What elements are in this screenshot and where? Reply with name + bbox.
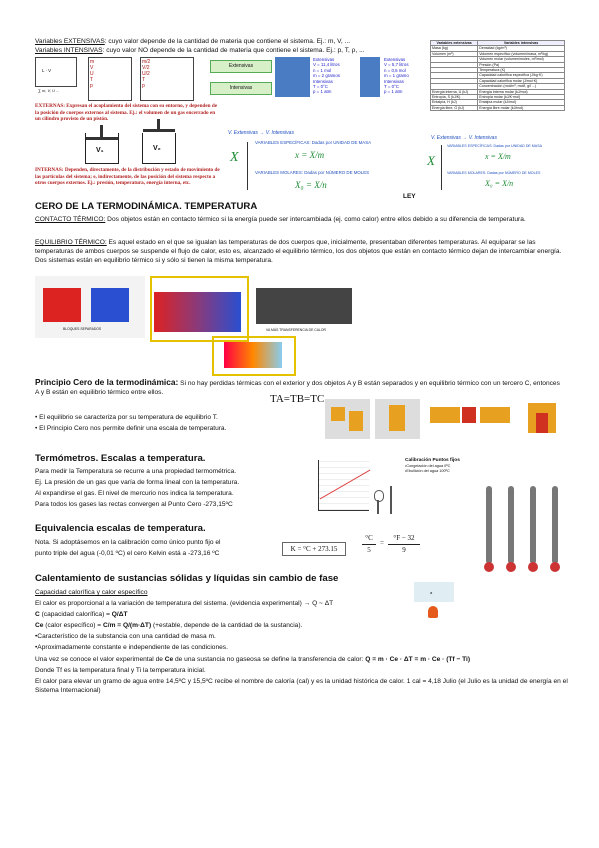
- equivalencia-line-1: Nota. Si adoptásemos en la calibración como único punto fijo el: [35, 539, 221, 546]
- table-cell: Entalpía, H (kJ): [431, 100, 478, 105]
- contacto-termico: CONTACTO TÉRMICO: Dos objetos están en contacto térmico si la energía puede ser intercambiada (ej. como calor) entre ellos debido a su diferencia de temperatura.: [35, 216, 526, 223]
- intro-intensivas: [35, 46, 430, 55]
- table-cell: Volumen molar (volumen/moles, m³/mol): [478, 57, 565, 62]
- table-cell: Entropía molar (kJ/K·mol): [478, 95, 565, 100]
- gas-temperature-graph: [312, 456, 372, 518]
- calentamiento-title: Calentamiento de sustancias sólidas y líquidas sin cambio de fase: [35, 573, 339, 584]
- table-cell: Energía libre, G (kJ): [431, 105, 478, 110]
- table-cell: Energía libre molar (kJ/mol): [478, 105, 565, 110]
- capacidad-calorifica: C (capacidad calorífica) = Q/ΔT: [35, 611, 128, 618]
- particles-image: [212, 336, 296, 376]
- table-row: [431, 51, 565, 56]
- calentamiento-line-7: Donde Tf es la temperatura final y Ti la temperatura inicial.: [35, 667, 206, 674]
- termometros-line-3: Al expandirse el gas. El nivel de mercurio nos indica la temperatura.: [35, 490, 234, 497]
- principio-bullet-2: • El Principio Cero nos permite definir una escala de temperatura.: [35, 425, 227, 432]
- tabtbtc-formula: TA=TB=TC: [270, 393, 325, 405]
- variables-table: [430, 40, 565, 111]
- intensivas-term: Variables INTENSIVAS: [35, 47, 103, 54]
- extensivas-term: Variables EXTENSIVAS: [35, 38, 105, 45]
- table-header: Variables extensivas: [431, 41, 478, 46]
- separated-blocks-image: BLOQUES SEPARADOS: [35, 276, 145, 338]
- principio-cero: Principio Cero de la termodinámica: Si no hay perdidas térmicas con el exterior y dos objetos A y B están separados y en equilibrio térmico con un tercero C, entonces A y B están en equilibrio térmico entre ellos.: [35, 377, 560, 396]
- extensivas-def: : cuyo valor depende de la cantidad de materia que contiene el sistema. Ej.: m, V, ...: [104, 38, 351, 45]
- equilibrio-termico: EQUILIBRIO TÉRMICO: Es aquel estado en el que se igualan las temperaturas de dos cuerpos que, inicialmente, presentaban diferentes temperaturas. Al equiparar se las temperaturas de ambos cuerpos se suspende el flujo de calor, esto es, alcanzado el equilibrio térmico, los dos objetos que están en contacto térmico dejan de intercambiar energía. Dos sistemas están en equilibrio térmico si y sólo si tienen la misma temperatura.: [35, 239, 562, 264]
- system-sketch: L · V: [35, 57, 77, 87]
- gas-thermometer: [372, 486, 402, 518]
- table-cell: Masa (kg): [431, 46, 478, 51]
- intro-extensivas: [35, 37, 430, 46]
- principio-bullet-1: • El equilibrio se caracteriza por su temperatura de equilibrio T.: [35, 414, 218, 421]
- cylinder-full: [275, 57, 310, 97]
- calentamiento-line-8: El calor para elevar un gramo de agua entre 14,5ºC y 15,5ºC recibe el nombre de caloría (cal) y es la unidad histórica de calor. 1 cal = 4,18 Julio (el Julio es la unidad de energía en el Sistema Internacional): [35, 678, 568, 694]
- table-cell: Concentración (mol/m³, mol/l, g/l ...): [478, 84, 565, 89]
- ext-int-diagram-1: V. Extensivas → V. Intensivas X VARIABLES ESPECÍFICAS: Dadas por UNIDAD DE MASA x = X/m VARIABLES MOLARES: Dadas por NÚMERO DE MOLES X₀ = X/n: [228, 130, 372, 190]
- cylinder-half-values: Extensivas V = 5,7 litros n = 0,5 mol m = 1 gramo Intensivas T = 0°C p = 1 atm: [384, 57, 409, 95]
- extensivas-label: Extensivas: [210, 60, 272, 73]
- intensivas-def: : cuyo valor NO depende de la cantidad de materia que contiene el sistema. Ej.: p, T, ρ, ...: [102, 47, 365, 54]
- piston-cylinder-1: V₁: [85, 133, 119, 164]
- equivalencia-title: Equivalencia escalas de temperatura.: [35, 523, 206, 534]
- calentamiento-line-4: •Característico de la substancia con una cantidad de masa m.: [35, 633, 216, 640]
- internas-text: INTERNAS: Dependen, directamente, de la distribución y estado de movimiento de las partículas del sistema; e, indirectamente, de las posición del sistema respecto a otros cuerpos externos. Ej.: presión, temperatura, energía interna, etc.: [35, 167, 220, 187]
- table-cell: Entropía, S (kJ/K): [431, 95, 478, 100]
- intensivas-label: Intensivas: [210, 82, 272, 95]
- zeroth-law-figure-2: [375, 399, 420, 439]
- equilibrium-blocks-image: VA MÁS TRANSFERENCIA DE CALOR: [250, 276, 360, 338]
- table-cell: Capacidad calorífica específica (J/kg·K): [478, 73, 565, 78]
- sketch-caption: ∑ m, V, U ...: [38, 88, 60, 93]
- calentamiento-line-5: •Aproximadamente constante e independiente de las condiciones.: [35, 644, 228, 651]
- kelvin-formula: K = °C + 273.15: [282, 542, 346, 556]
- calor-especifico: Ce (calor específico) = C/m = Q/(m·ΔT) (+estable, depende de la cantidad de la sustancia).: [35, 622, 303, 629]
- table-cell: Energía interna, U (kJ): [431, 89, 478, 94]
- calentamiento-subtitle: Capacidad calorífica y calor específico: [35, 589, 148, 596]
- table-cell: Densidad (kg/m³): [478, 46, 565, 51]
- equivalencia-line-2: punto triple del agua (-0,01 ºC) el cero Kelvin está a -273,16 ºC: [35, 550, 220, 557]
- termometros-title: Termómetros. Escalas a temperatura.: [35, 453, 206, 464]
- externas-text: EXTERNAS: Expresan el acoplamiento del sistema con su entorno, y dependen de la posición de cuerpos externos al sistema. Ej.: el volumen de un gas encerrado en un cilindro provisto de un pistón.: [35, 103, 218, 123]
- table-cell: Volumen específico (volumen/masa, m³/kg): [478, 51, 565, 56]
- termometros-line-4: Para todos los gases las rectas convergen al Punto Cero -273,15ºC: [35, 501, 233, 508]
- cylinder-full-values: Extensivas V = 11,4 litros n = 1 mol m = 2 gramos Intensivas T = 0°C p = 1 atm: [313, 57, 340, 95]
- calentamiento-line-1: El calor es proporcional a la variación de temperatura del sistema. (evidencia experimental) → Q ~ ΔT: [35, 600, 334, 607]
- calentamiento-line-6: Una vez se conoce el valor experimental de Ce de una sustancia no gaseosa se define la transferencia de calor: Q = m · Ce · ΔT = m · Ce · (Tf − Ti): [35, 656, 471, 663]
- ley-label: LEY: [403, 193, 416, 200]
- vars-list-b: m/2 V/2 U/2 T p: [140, 57, 194, 101]
- termometros-line-1: Para medir la Temperatura se recurre a una propiedad termométrica.: [35, 468, 237, 475]
- contact-blocks-image: [150, 276, 249, 342]
- cero-title: CERO DE LA TERMODINÁMICA. TEMPERATURA: [35, 201, 258, 212]
- fahrenheit-formula: °C 5 = °F − 32 9: [362, 534, 422, 562]
- beaker-heating-image: a: [412, 582, 456, 622]
- table-header: Variables intensivas: [478, 41, 565, 46]
- table-cell: Entalpía molar (kJ/mol): [478, 100, 565, 105]
- thermometer-scales: [480, 486, 565, 574]
- calibration-notes: Calibración Puntos fijos •Congelación del agua 0ºC •Ebullición del agua 100ºC: [405, 458, 460, 473]
- cylinder-half: [360, 57, 380, 97]
- table-cell: Volumen (m³): [431, 51, 478, 56]
- termometros-line-2: Ej. La presión de un gas que varía de forma lineal con la temperatura.: [35, 479, 240, 486]
- piston-cylinder-2: V₂: [142, 133, 176, 164]
- table-cell: Temperatura (K): [478, 68, 565, 73]
- vars-list-a: m V U T p: [88, 57, 132, 101]
- table-cell: Presión (Pa): [478, 62, 565, 67]
- table-cell: Energía interna molar (kJ/mol): [478, 89, 565, 94]
- zeroth-law-figure-1: [325, 399, 370, 439]
- zeroth-law-figure-3: [428, 399, 565, 439]
- ext-int-diagram-2: V. Extensivas → V. Intensivas X VARIABLES ESPECÍFICAS: Dadas por UNIDAD DE MASA x = X/m VARIABLES MOLARES: Dadas por NÚMERO DE MOLES X₀ = X/n: [427, 135, 542, 188]
- table-cell: Capacidad calorífica molar (J/mol·K): [478, 78, 565, 83]
- table-row: [431, 105, 565, 110]
